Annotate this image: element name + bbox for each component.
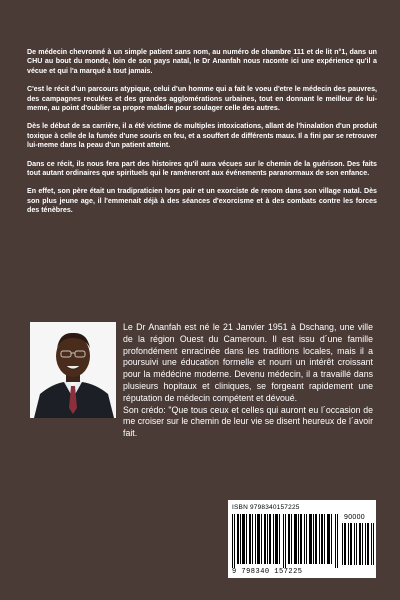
barcode-icon: [232, 514, 340, 568]
summary-paragraph-1: De médecin chevronné à un simple patient sans nom, au numéro de chambre 111 et de lit n°1, dans un CHU au bout du monde, loin de son pays natal, le Dr Ananfah nous raconte ici une expérience qu'il a vécue et qui l'a marqué à tout jamais.: [27, 48, 377, 75]
isbn-label: ISBN 9798340157225: [232, 504, 300, 511]
price-barcode-icon: [342, 523, 374, 565]
barcode-digits: 9 798340 157225: [232, 568, 303, 576]
summary-paragraph-3: Dès le début de sa carrière, il a été victime de multiples intoxications, allant de l'hinalation d'un produit toxique à celle de la fumée d'une souris en feu, et a souffert de différents maux. Il a fini par se retrouver lui-meme dans la peau d'un patient atteint.: [27, 122, 377, 150]
author-bio-paragraph: Le Dr Ananfah est né le 21 Janvier 1951 à Dschang, une ville de la région Ouest du Cameroun. Il est issu d´une famille profondément enracinée dans les traditions locales, mais il a poursuivi une éducation formelle et nourri un intérêt croissant pour la médécine moderne. Devenu médecin, il a travaillé dans plusieurs hopitaux et cliniques, se forgeant rapidement une réputation de médecin compétent et dévoué.: [123, 322, 373, 403]
author-credo: Son crédo: "Que tous ceux et celles qui auront eu l´occasion de me croiser sur le chemin de leur vie se disent heureux de l´avoir fait.: [123, 404, 373, 439]
summary-paragraph-2: C'est le récit d'un parcours atypique, celui d'un homme qui a fait le voeu d'etre le médecin des pauvres, des campagnes reculées et des grandes agglomérations urbaines, tout en donnant le meilleur de lui-meme, au point d'oublier sa propre maladie pour soulager celle des autres.: [27, 85, 377, 113]
isbn-barcode-box: [228, 500, 376, 578]
author-photo: [30, 322, 116, 418]
back-cover-summary: [27, 48, 377, 225]
price-code: 90000: [344, 514, 365, 521]
summary-paragraph-5: En effet, son père était un tradipraticien hors pair et un exorciste de renom dans son village natal. Dès son plus jeune age, il l'emmenait déjà à des séances d'exorcisme et à des combats contre les forces des ténèbres.: [27, 187, 377, 215]
summary-paragraph-4: Dans ce récit, ils nous fera part des histoires qu'il aura vécues sur le chemin de la guérison. Des faits tout autant ordinaires que spirituels qui le ramèneront aux événements paranormaux de son enfance.: [27, 159, 377, 178]
author-bio: [123, 322, 373, 440]
